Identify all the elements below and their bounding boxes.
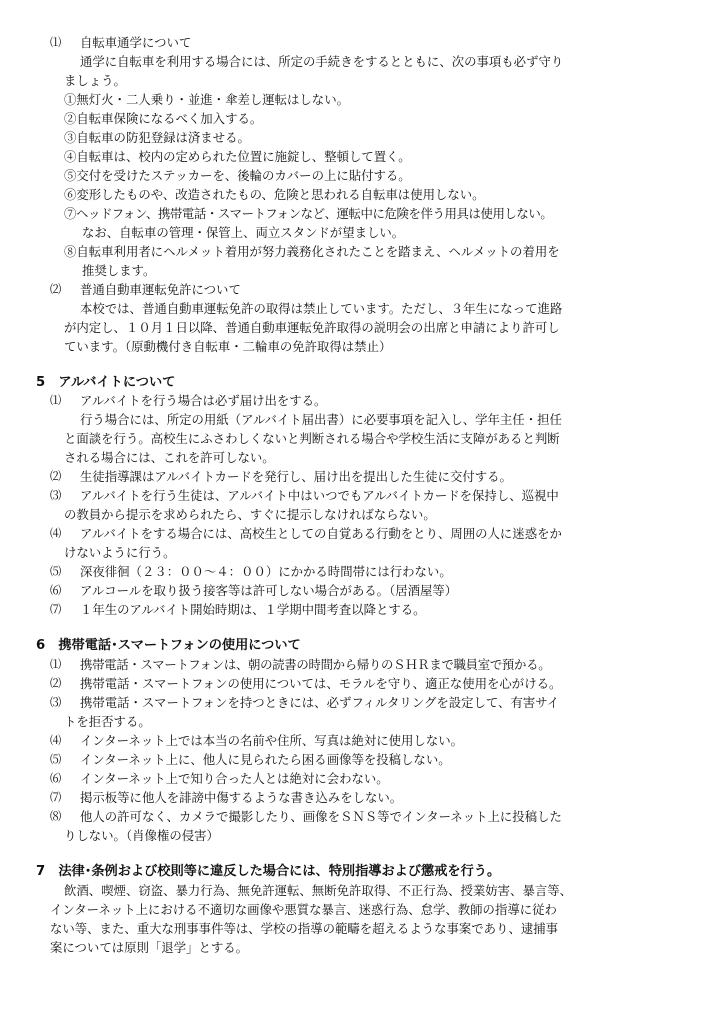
- item-text: 携帯電話・スマートフォンを持つときには、必ずフィルタリングを設定して、有害サイ: [80, 695, 560, 710]
- item-text: アルバイトを行う場合は必ず届け出をする。: [80, 393, 327, 408]
- rule-line: ④自転車は、校内の定められた位置に施錠し、整頓して置く。: [64, 149, 411, 164]
- item-number: ⑴: [50, 394, 62, 407]
- item-number: ⑶: [50, 696, 62, 709]
- section-heading: 7 法律･条例および校則等に違反した場合には、特別指導および懲戒を行う。: [36, 864, 501, 879]
- rule-line: ③自転車の防犯登録は済ませる。: [64, 130, 250, 145]
- section-heading: 5 アルバイトについて: [36, 375, 176, 390]
- item-text: と面談を行う。高校生にふさわしくないと判断される場合や学校生活に支障があると判断: [64, 431, 560, 446]
- item-text: アルバイトを行う生徒は、アルバイト中はいつでもアルバイトカードを保持し、巡視中: [80, 488, 559, 503]
- item-text: けないように行う。: [64, 545, 176, 560]
- rule-line: ⑦ヘッドフォン、携帯電話・スマートフォンなど、運転中に危険を伴う用具は使用しない。: [64, 206, 553, 221]
- item-number: ⑸: [50, 753, 62, 766]
- item-text: りしない。（肖像権の侵害）: [64, 828, 219, 843]
- rule-line: ⑧自転車利用者にヘルメット着用が努力義務化されたことを踏まえ、ヘルメットの着用を: [64, 244, 560, 259]
- paragraph-line: ない等、また、重大な刑事事件等は、学校の指導の範疇を超えるような事案であり、逮捕事: [50, 921, 559, 936]
- item-text: アルコールを取り扱う接客等は許可しない場合がある。（居酒屋等）: [80, 583, 458, 598]
- item-text: される場合には、これを許可しない。: [64, 450, 275, 465]
- paragraph-line: 通学に自転車を利用する場合には、所定の手続きをするとともに、次の事項も必ず守り: [80, 54, 564, 69]
- item-number: ⑸: [50, 565, 62, 578]
- item-text: の教員から提示を求められたら、すぐに提示しなければならない。: [64, 507, 436, 522]
- paragraph-line: ましょう。: [64, 73, 126, 88]
- rule-line: ②自転車保険になるべく加入する。: [64, 111, 263, 126]
- item-title: 自転車通学について: [80, 35, 192, 50]
- item-number: ⑵: [50, 677, 62, 690]
- item-number: ⑷: [50, 527, 62, 540]
- item-text: 掲示板等に他人を誹謗中傷するような書き込みをしない。: [80, 790, 403, 805]
- item-number: ⑵: [50, 470, 62, 483]
- rule-line: なお、自転車の管理・保管上、両立スタンドが望ましい。: [82, 225, 405, 240]
- item-title: 普通自動車運転免許について: [80, 282, 241, 297]
- item-number: ⑹: [50, 772, 62, 785]
- item-text: アルバイトをする場合には、高校生としての自覚ある行動をとり、周囲の人に迷惑をか: [80, 526, 562, 541]
- paragraph-line: 案については原則「退学」とする。: [50, 940, 249, 955]
- item-text: インターネット上で知り合った人とは絶対に会わない。: [80, 771, 389, 786]
- item-text: 携帯電話・スマートフォンは、朝の読書の時間から帰りのＳＨＲまで職員室で預かる。: [80, 657, 551, 672]
- item-number: ⑴: [50, 36, 62, 49]
- rule-line: ①無灯火・二人乗り・並進・傘差し運転はしない。: [64, 92, 349, 107]
- item-number: ⑵: [50, 283, 62, 296]
- item-number: ⑶: [50, 489, 62, 502]
- item-text: トを拒否する。: [64, 714, 151, 729]
- paragraph-line: インターネット上における不適切な画像や悪質な暴言、迷惑行為、怠学、教師の指導に従わ: [50, 902, 557, 917]
- paragraph-line: 本校では、普通自動車運転免許の取得は禁止しています。ただし、３年生になって進路: [80, 301, 563, 316]
- item-number: ⑺: [50, 791, 62, 804]
- item-number: ⑴: [50, 658, 62, 671]
- paragraph-line: が内定し、１０月１日以降、普通自動車運転免許取得の説明会の出席と申請により許可し: [64, 320, 560, 335]
- item-text: １年生のアルバイト開始時期は、１学期中間考査以降とする。: [80, 602, 426, 617]
- item-number: ⑺: [50, 603, 62, 616]
- item-number: ⑹: [50, 584, 62, 597]
- item-text: 携帯電話・スマートフォンの使用については、モラルを守り、適正な使用を心がける。: [80, 676, 562, 691]
- rule-line: ⑤交付を受けたステッカーを、後輪のカバーの上に貼付する。: [64, 168, 411, 183]
- paragraph-line: 飲酒、喫煙、窃盗、暴力行為、無免許運転、無断免許取得、不正行為、授業妨害、暴言等、: [64, 883, 573, 898]
- item-text: 他人の許可なく、カメラで撮影したり、画像をＳＮＳ等でインターネット上に投稿した: [80, 809, 562, 824]
- item-text: 行う場合には、所定の用紙（アルバイト届出書）に必要事項を記入し、学年主任・担任: [80, 412, 562, 427]
- item-number: ⑷: [50, 734, 62, 747]
- section-heading: 6 携帯電話･スマートフォンの使用について: [36, 638, 301, 653]
- rule-line: ⑥変形したものや、改造されたもの、危険と思われる自転車は使用しない。: [64, 187, 485, 202]
- item-text: 生徒指導課はアルバイトカードを発行し、届け出を提出した生徒に交付する。: [80, 469, 512, 484]
- item-text: 深夜徘徊（２３：００～４：００）にかかる時間帯には行わない。: [80, 564, 452, 579]
- item-text: インターネット上に、他人に見られたら困る画像等を投稿しない。: [80, 752, 451, 767]
- item-number: ⑻: [50, 810, 62, 823]
- item-text: インターネット上では本当の名前や住所、写真は絶対に使用しない。: [80, 733, 463, 748]
- paragraph-line: ています。（原動機付き自転車・二輪車の免許取得は禁止）: [64, 339, 392, 354]
- rule-line: 推奨します。: [82, 263, 156, 278]
